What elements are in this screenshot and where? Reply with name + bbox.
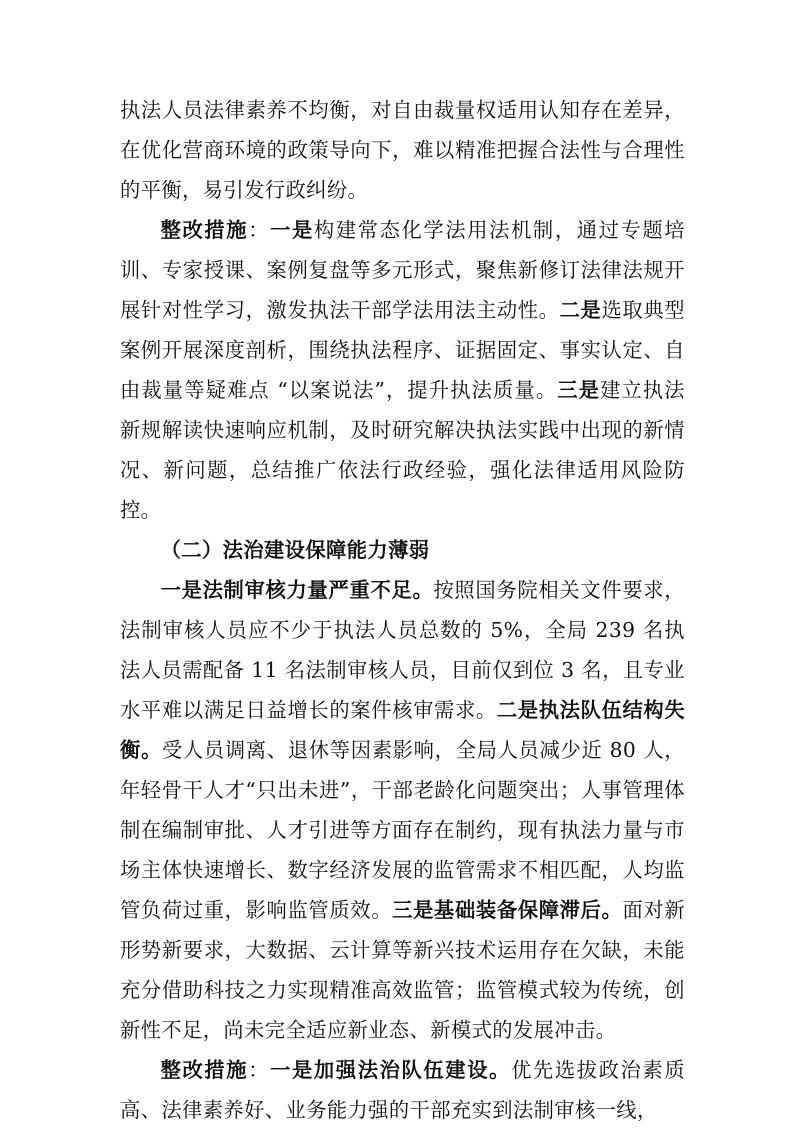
measure-text-2: 选取典型案例开展深度剖析，围绕执法程序、证据固定、事实认定、自由裁量等疑难点 “以案说法”，提升执法质量。	[120, 298, 685, 402]
measures-separator: ：	[248, 218, 271, 242]
measure2-text-1: 优先选拔政治素质高、法律素养好、业务能力强的干部充实到法制审核一线，	[120, 1058, 685, 1122]
paragraph-rectification-measures-1	[120, 210, 685, 530]
measure-key-2: 二是	[559, 298, 602, 322]
measure2-key-1: 一是加强法治队伍建设。	[270, 1058, 512, 1082]
paragraph-rectification-measures-2	[120, 1050, 685, 1130]
issue-key-2: 二是执法队伍结构失衡。	[120, 698, 686, 762]
paragraph-enforcement-literacy	[120, 90, 685, 210]
measures-separator-2: ：	[248, 1058, 271, 1082]
measure-text-3: 建立执法新规解读快速响应机制，及时研究解决执法实践中出现的新情况、新问题，总结推广依法行政经验，强化法律适用风险防控。	[120, 378, 685, 522]
measure-key-1: 一是	[270, 218, 314, 242]
measures-label: 整改措施	[160, 218, 249, 242]
section-heading-2: （二）法治建设保障能力薄弱	[160, 538, 430, 562]
paragraph-text: 执法人员法律素养不均衡，对自由裁量权适用认知存在差异，在优化营商环境的政策导向下，难以精准把握合法性与合理性的平衡，易引发行政纠纷。	[120, 98, 685, 202]
issue-key-1: 一是法制审核力量严重不足。	[160, 578, 434, 602]
measures-label-2: 整改措施	[160, 1058, 249, 1082]
issue-key-3: 三是基础装备保障滞后。	[392, 898, 623, 922]
measure-text-1: 构建常态化学法用法机制，通过专题培训、专家授课、案例复盘等多元形式，聚焦新修订法律法规开展针对性学习，激发执法干部学法用法主动性。	[120, 218, 685, 322]
issue-text-2: 受人员调离、退休等因素影响，全局人员减少近 80 人，年轻骨干人才“只出未进”，干部老龄化问题突出；人事管理体制在编制审批、人才引进等方面存在制约，现有执法力量与市场主体快速增长、数字经济发展的监管需求不相匹配，人均监管负荷过重，影响监管质效。	[120, 738, 685, 922]
issue-text-3: 面对新形势新要求，大数据、云计算等新兴技术运用存在欠缺，未能充分借助科技之力实现精准高效监管；监管模式较为传统，创新性不足，尚未完全适应新业态、新模式的发展冲击。	[120, 898, 686, 1042]
issue-text-1: 按照国务院相关文件要求，法制审核人员应不少于执法人员总数的 5%，全局 239 名执法人员需配备 11 名法制审核人员，目前仅到位 3 名，且专业水平难以满足日益增长的案件核审需求。	[120, 578, 685, 722]
measure-key-3: 三是	[557, 378, 601, 402]
document-page	[120, 90, 685, 1130]
paragraph-capacity-issues	[120, 570, 685, 1050]
